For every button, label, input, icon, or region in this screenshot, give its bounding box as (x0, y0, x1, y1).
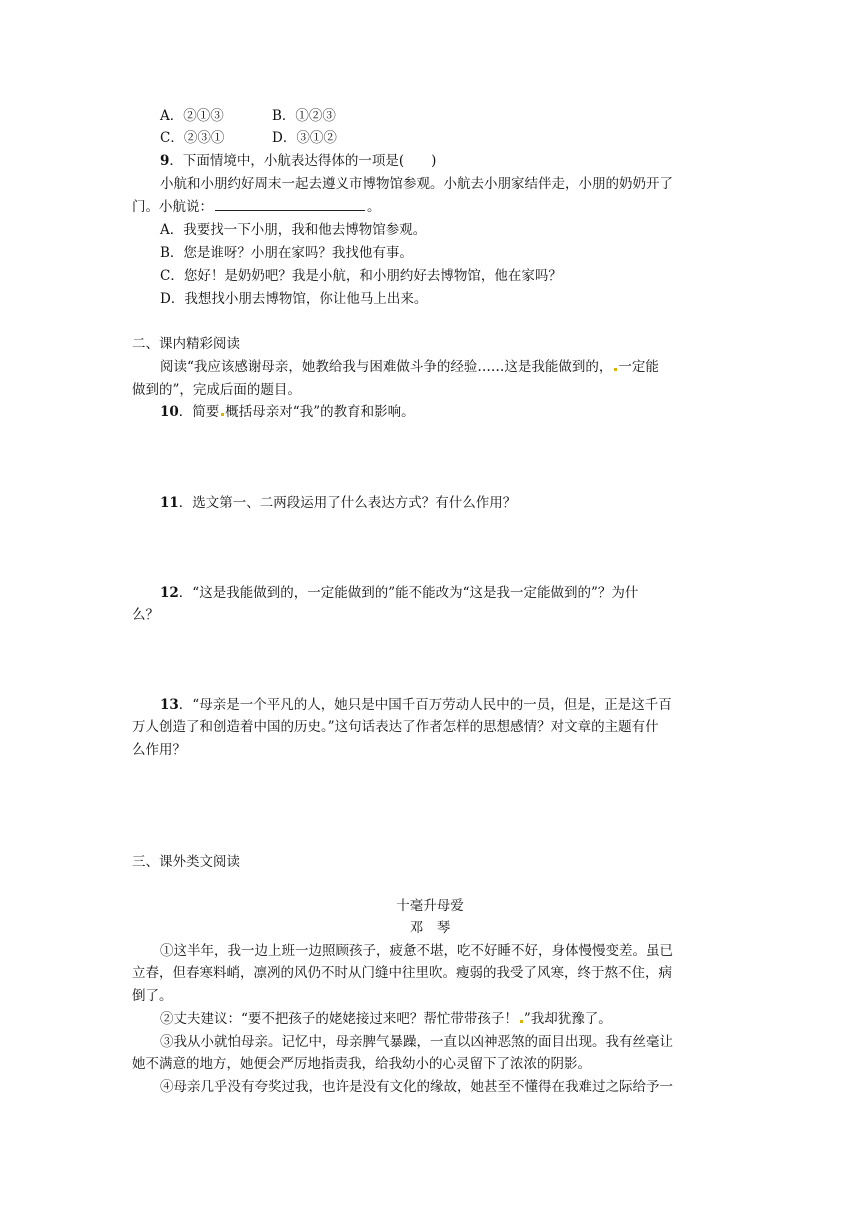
q9-option-b: B．您是谁呀？小朋在家吗？我找他有事。 (160, 245, 413, 261)
paragraph-3-line-1: ③我从小就怕母亲。记忆中，母亲脾气暴躁，一直以凶神恶煞的面目出现。我有丝毫让 (160, 1034, 673, 1050)
q12-text-1: ．“这是我能做到的，一定能做到的”能不能改为“这是我一定能做到的”？为什 (178, 585, 639, 601)
q8-option-b: B．①②③ (272, 108, 336, 124)
q12-line-2: 么？ (132, 607, 159, 623)
section-2-intro-a: 阅读“我应该感谢母亲，她教给我与困难做斗争的经验……这是我能做到的， (160, 359, 613, 375)
q9-stem-text: ．下面情境中，小航表达得体的一项是( ) (169, 153, 437, 169)
emphasis-dot (614, 368, 617, 371)
section-3-heading: 三、课外类文阅读 (132, 854, 240, 870)
q13-line-2: 万人创造了和创造着中国的历史。”这句话表达了作者怎样的思想感情？对文章的主题有什 (132, 719, 659, 735)
paragraph-1-line-3: 倒了。 (132, 988, 173, 1004)
paragraph-3-line-2: 她不满意的地方，她便会严厉地指责我，给我幼小的心灵留下了浓浓的阴影。 (132, 1056, 591, 1072)
q8-option-d: D．③①② (272, 130, 337, 146)
q9-context-prefix: 门。小航说： (132, 199, 213, 215)
q11-text: ．选文第一、二两段运用了什么表达方式？有什么作用？ (178, 495, 517, 511)
q12-line-1 (160, 583, 638, 603)
section-2-intro-line-2: 做到的”，完成后面的题目。 (132, 382, 301, 398)
q13-line-3: 么作用？ (132, 742, 186, 758)
q13-text-1: ．“母亲是一个平凡的人，她只是中国千百万劳动人民中的一员，但是，正是这千百 (178, 697, 672, 713)
q9-option-a: A．我要找一下小朋，我和他去博物馆参观。 (160, 222, 427, 238)
q11-number: 11 (160, 495, 179, 511)
q9-stem (160, 151, 436, 171)
q13-line-1 (160, 695, 672, 715)
paragraph-4-line-1: ④母亲几乎没有夸奖过我，也许是没有文化的缘故，她甚至不懂得在我难过之际给予一 (160, 1079, 673, 1095)
q9-answer-blank (215, 197, 365, 211)
paragraph-1-line-2: 立春，但春寒料峭，凛冽的风仍不时从门缝中往里吹。瘦弱的我受了风寒，终于熬不住，病 (132, 965, 672, 981)
article-author: 邓 琴 (409, 920, 451, 936)
emphasis-dot (221, 413, 224, 416)
q9-context-line-2 (132, 197, 381, 217)
q13-number: 13 (160, 697, 179, 713)
article-title: 十毫升母爱 (396, 898, 464, 914)
section-2-heading: 二、课内精彩阅读 (132, 336, 240, 352)
q9-option-c: C．您好！是奶奶吧？我是小航，和小朋约好去博物馆，他在家吗？ (160, 268, 562, 284)
q9-context-suffix: 。 (367, 199, 381, 215)
section-2-intro-line-1 (160, 357, 659, 377)
paragraph-1-line-1: ①这半年，我一边上班一边照顾孩子，疲惫不堪，吃不好睡不好，身体慢慢变差。虽已 (160, 943, 673, 959)
q8-option-a: A．②①③ (160, 108, 224, 124)
q10-text-b: 概括母亲对“我”的教育和影响。 (225, 404, 415, 420)
q10-number: 10 (160, 404, 179, 420)
q10-text-a: ．简要 (178, 404, 220, 420)
q10 (160, 402, 415, 422)
paragraph-2-b: ”我却犹豫了。 (523, 1011, 612, 1027)
q12-number: 12 (160, 585, 179, 601)
paragraph-2-a: ②丈夫建议：“要不把孩子的姥姥接过来吧？帮忙带带孩子！ (160, 1011, 518, 1027)
section-2-intro-b: 一定能 (618, 359, 659, 375)
q11 (160, 493, 516, 513)
q9-context-line-1: 小航和小朋约好周末一起去遵义市博物馆参观。小航去小朋家结伴走，小朋的奶奶开了 (160, 176, 673, 192)
paragraph-2 (160, 1009, 612, 1029)
emphasis-dot (520, 1020, 523, 1023)
q9-option-d: D．我想找小朋去博物馆，你让他马上出来。 (160, 291, 428, 307)
q8-option-c: C．②③① (160, 130, 225, 146)
q9-number: 9 (160, 153, 170, 169)
